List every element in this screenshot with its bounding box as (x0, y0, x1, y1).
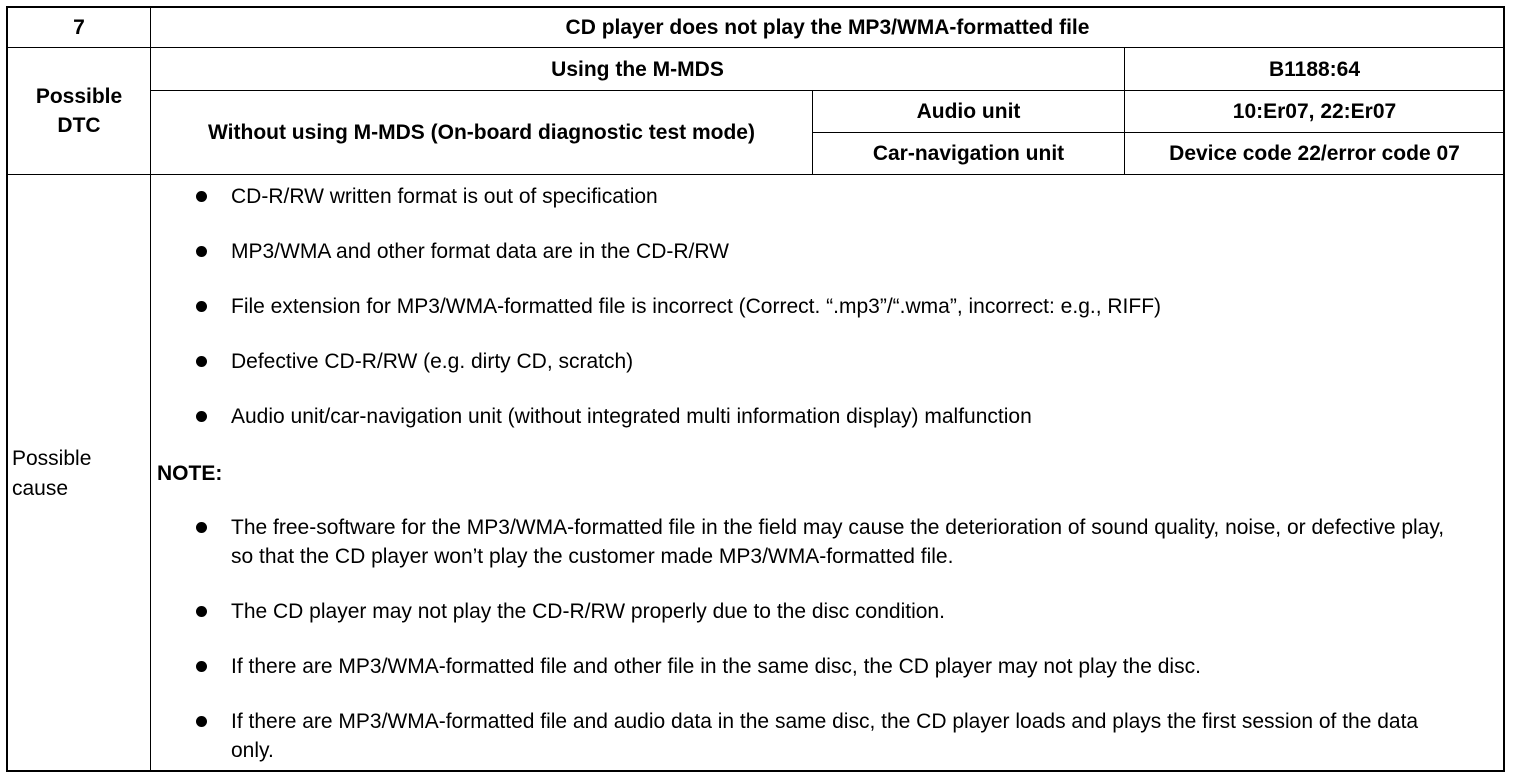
cause-item-text: File extension for MP3/WMA-formatted file is incorrect (Correct. “.mp3”/“.wma”, incorrect: e.g., RIFF) (231, 295, 1162, 318)
bullet-icon (196, 356, 207, 367)
possible-dtc-label: Possible DTC (35, 85, 123, 137)
cause-item-text: MP3/WMA and other format data are in the CD-R/RW (231, 240, 729, 263)
note-item (196, 513, 1466, 571)
note-item (196, 652, 1466, 681)
nav-unit-code: Device code 22/error code 07 (1169, 142, 1460, 165)
cause-item-text: Audio unit/car-navigation unit (without integrated multi information display) malfunction (231, 405, 1032, 428)
bullet-icon (196, 522, 207, 533)
bullet-icon (196, 661, 207, 672)
cause-item (196, 292, 1466, 321)
audio-unit-code: 10:Er07, 22:Er07 (1232, 100, 1397, 123)
using-mmds-code: B1188:64 (1268, 57, 1361, 81)
cause-item-text: CD-R/RW written format is out of specification (231, 185, 658, 208)
bullet-icon (196, 301, 207, 312)
bullet-icon (196, 191, 207, 202)
possible-cause-label: Possible cause (12, 447, 92, 500)
note-item (196, 597, 1466, 626)
without-mmds-label: Without using M-MDS (On-board diagnostic test mode) (208, 121, 755, 144)
step-number: 7 (73, 16, 85, 39)
cause-item-text: Defective CD-R/RW (e.g. dirty CD, scratch) (231, 350, 634, 373)
cause-item (196, 402, 1466, 431)
note-heading: NOTE: (157, 462, 223, 485)
note-item (196, 707, 1466, 765)
note-item-text: The CD player may not play the CD-R/RW properly due to the disc condition. (231, 600, 945, 623)
note-item-text: If there are MP3/WMA-formatted file and audio data in the same disc, the CD player loads and plays the first session of the data only. (231, 710, 1419, 762)
bullet-icon (196, 716, 207, 727)
bullet-icon (196, 606, 207, 617)
table-title: CD player does not play the MP3/WMA-formatted file (565, 16, 1090, 39)
cause-item (196, 182, 1466, 211)
note-item-text: If there are MP3/WMA-formatted file and other file in the same disc, the CD player may not play the disc. (231, 655, 1201, 678)
cause-item (196, 347, 1466, 376)
note-item-text: The free-software for the MP3/WMA-formatted file in the field may cause the deterioration of sound quality, noise, or defective play, so that the CD player won’t play the customer made MP3/WMA-formatted file. (231, 516, 1445, 568)
bullet-icon (196, 411, 207, 422)
cause-item (196, 237, 1466, 266)
audio-unit-label: Audio unit (916, 100, 1021, 123)
nav-unit-label: Car-navigation unit (872, 142, 1065, 165)
using-mmds-label: Using the M-MDS (551, 57, 724, 81)
bullet-icon (196, 246, 207, 257)
row-divider (7, 174, 1504, 175)
